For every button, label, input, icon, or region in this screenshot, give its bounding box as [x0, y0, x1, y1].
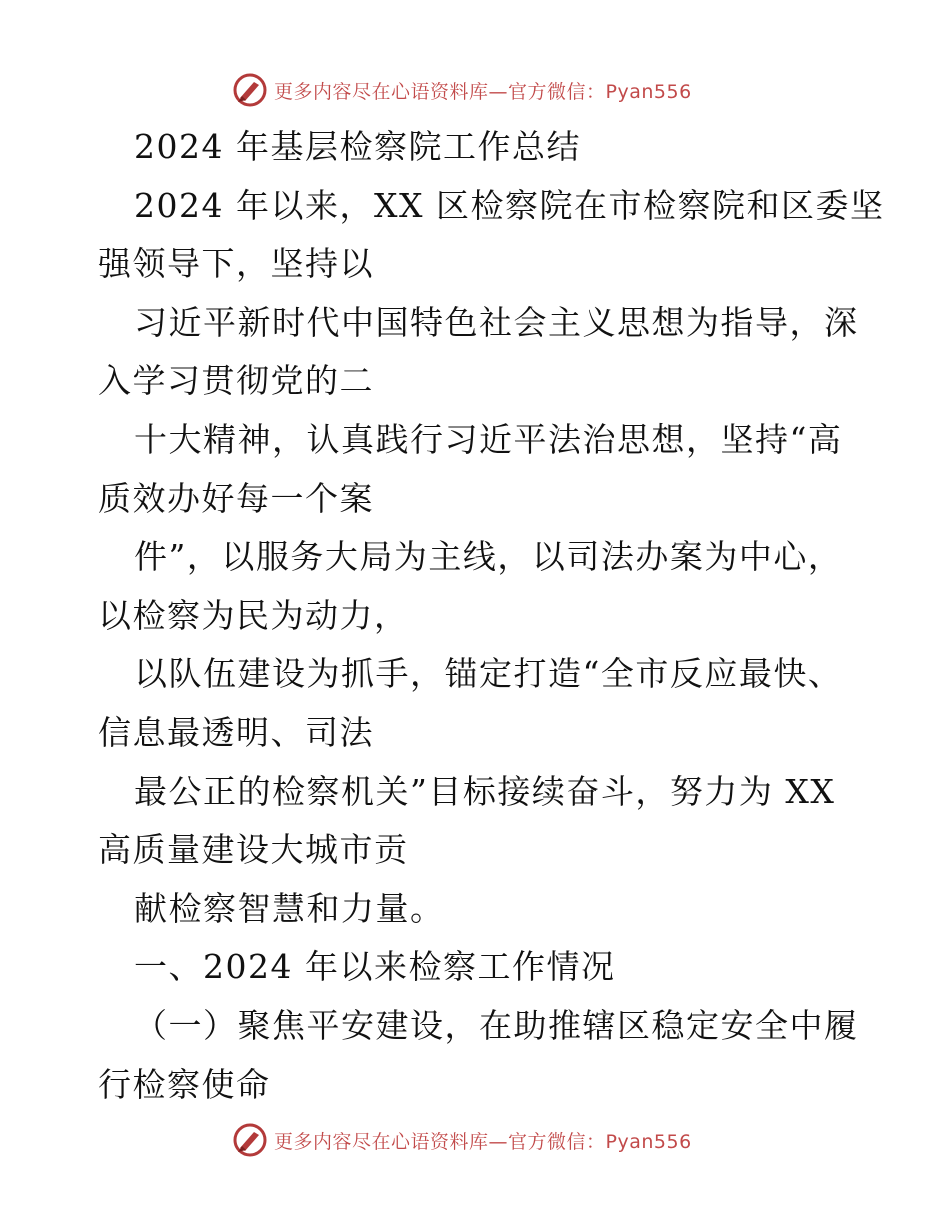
watermark-footer [232, 1120, 692, 1160]
text-line: 件”，以服务大局为主线，以司法办案为中心， [134, 537, 843, 577]
pen-logo-icon [232, 1122, 268, 1158]
text-line: 行检察使命 [98, 1064, 271, 1104]
text-line: 2024 年以来，XX 区检察院在市检察院和区委坚 [134, 185, 885, 225]
watermark-header [232, 70, 692, 110]
watermark-text: 更多内容尽在心语资料库—官方微信：Pyan556 [274, 1130, 692, 1153]
text-line: 十大精神，认真践行习近平法治思想，坚持“高 [134, 419, 843, 459]
text-line: 最公正的检察机关”目标接续奋斗，努力为 XX [134, 771, 836, 811]
pen-logo-icon [232, 72, 268, 108]
text-line: 习近平新时代中国特色社会主义思想为指导，深 [134, 302, 859, 342]
text-line: 质效办好每一个案 [98, 478, 374, 518]
text-line: 以检察为民为动力， [98, 595, 409, 635]
subsection-heading: （一）聚焦平安建设，在助推辖区稳定安全中履 [134, 1005, 859, 1045]
text-line: 入学习贯彻党的二 [98, 361, 374, 401]
text-line: 以队伍建设为抓手，锚定打造“全市反应最快、 [134, 654, 843, 694]
watermark-text: 更多内容尽在心语资料库—官方微信：Pyan556 [274, 80, 692, 103]
text-line: 信息最透明、司法 [98, 712, 374, 752]
text-line: 高质量建设大城市贡 [98, 830, 409, 870]
section-heading: 一、2024 年以来检察工作情况 [134, 947, 616, 987]
document-title: 2024 年基层检察院工作总结 [134, 127, 581, 166]
text-line: 强领导下，坚持以 [98, 244, 374, 284]
document-body [98, 118, 885, 1114]
text-line: 献检察智慧和力量。 [134, 888, 445, 928]
